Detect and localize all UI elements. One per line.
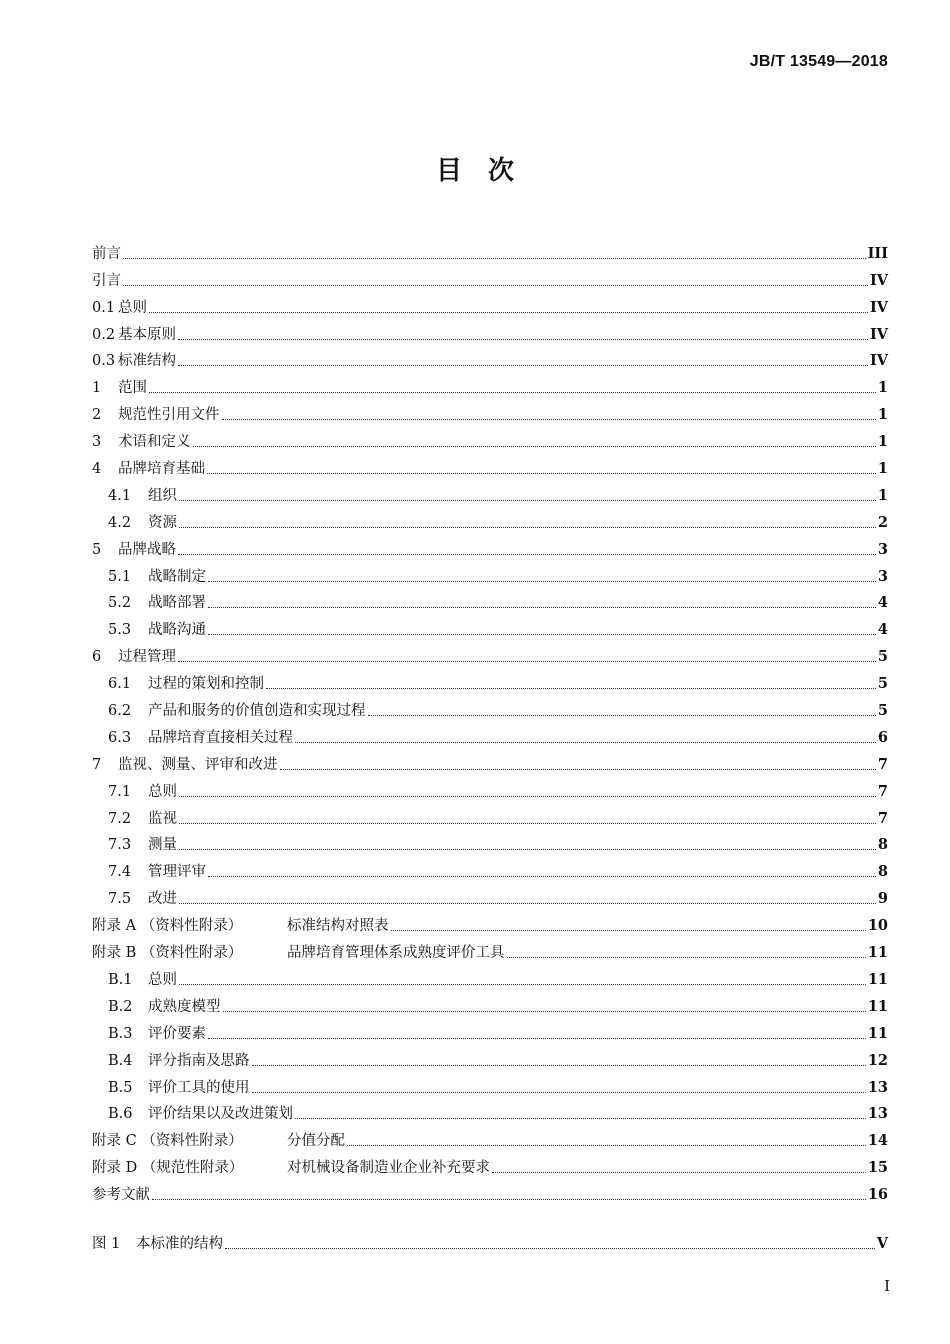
toc-leader-dots (252, 1065, 866, 1066)
toc-entry-label: 监视 (148, 810, 177, 827)
toc-leader-dots (179, 527, 876, 528)
toc-entry-page: 8 (877, 863, 888, 881)
toc-entry[interactable] (92, 263, 888, 290)
toc-entry-number: 0.2 (92, 326, 116, 343)
toc-entry[interactable] (92, 424, 888, 451)
toc-entry-page: 14 (867, 1132, 888, 1150)
toc-entry[interactable] (92, 639, 888, 666)
toc-leader-dots (222, 419, 876, 420)
toc-entry-number: 2 (92, 407, 102, 424)
toc-entry-number: 7.5 (108, 891, 132, 908)
toc-entry-page: 13 (867, 1078, 888, 1096)
toc-entry-label: 过程管理 (118, 649, 176, 666)
toc-entry-page: 5 (877, 648, 888, 666)
toc-entry-page: 11 (867, 1024, 888, 1042)
toc-entry-number: 7.2 (108, 810, 132, 827)
toc-leader-dots (152, 1199, 866, 1200)
toc-entry[interactable] (92, 854, 888, 881)
toc-entry-label: 评价结果以及改进策划 (148, 1106, 293, 1123)
toc-entry[interactable] (92, 1177, 888, 1204)
toc-entry-label: 标准结构 (118, 353, 176, 370)
toc-entry-label: 标准结构对照表 (287, 918, 389, 935)
toc-leader-dots (208, 634, 876, 635)
toc-leader-dots (347, 1145, 866, 1146)
toc-entry-label: 术语和定义 (118, 434, 191, 451)
toc-entry-number: 7.1 (108, 783, 132, 800)
toc-entry-number: 0.3 (92, 353, 116, 370)
toc-entry-label: 组织 (148, 487, 177, 504)
toc-leader-dots (225, 1248, 875, 1249)
toc-leader-dots (179, 823, 876, 824)
toc-entry-label: 成熟度模型 (148, 998, 221, 1015)
toc-entry-number: 6.1 (108, 676, 132, 693)
toc-entry-label: 战略制定 (148, 568, 206, 585)
toc-entry[interactable] (92, 1097, 888, 1124)
toc-entry-label: 测量 (148, 837, 177, 854)
toc-entry-label: 参考文献 (92, 1187, 150, 1204)
toc-entry-page: 12 (867, 1051, 888, 1069)
toc-entry-label: 总则 (118, 299, 147, 316)
toc-leader-dots (208, 581, 876, 582)
toc-entry-label: 监视、测量、评审和改进 (118, 756, 278, 773)
toc-leader-dots (492, 1172, 866, 1173)
toc-entry[interactable] (92, 935, 888, 962)
toc-entry-number: B.5 (108, 1079, 133, 1096)
toc-entry-number: B.4 (108, 1052, 133, 1069)
toc-entry[interactable] (92, 828, 888, 855)
toc-entry[interactable] (92, 774, 888, 801)
toc-leader-dots (208, 1038, 866, 1039)
toc-entry[interactable] (92, 1016, 888, 1043)
toc-entry-number: 1 (92, 380, 102, 397)
toc-entry-page: IV (869, 325, 888, 343)
toc-entry[interactable] (92, 344, 888, 371)
toc-entry-label: 总则 (148, 971, 177, 988)
toc-entry-label: 总则 (148, 783, 177, 800)
standard-number: JB/T 13549—2018 (749, 53, 888, 70)
toc-entry-label: 产品和服务的价值创造和实现过程 (148, 703, 366, 720)
toc-entry-number: 0.1 (92, 299, 116, 316)
toc-leader-dots (507, 957, 866, 958)
toc-leader-dots (207, 473, 876, 474)
figure-entry-page: V (876, 1234, 888, 1252)
toc-entry-page: 11 (867, 970, 888, 988)
toc-entry-label: 管理评审 (148, 864, 206, 881)
toc-entry-number: 4 (92, 461, 102, 478)
toc-entry-number: 7 (92, 756, 102, 773)
toc-entry[interactable] (92, 236, 888, 263)
toc-entry-page: 7 (877, 782, 888, 800)
toc-entry[interactable] (92, 1123, 888, 1150)
toc-leader-dots (179, 796, 876, 797)
toc-entry[interactable] (92, 1150, 888, 1177)
toc-entry[interactable] (92, 397, 888, 424)
toc-entry-label: 分值分配 (287, 1133, 345, 1150)
toc-entry-label: 引言 (92, 272, 121, 289)
toc-entry-number: 4.2 (108, 514, 132, 531)
toc-entry[interactable] (92, 747, 888, 774)
figure-entry-label: 本标准的结构 (136, 1235, 223, 1252)
toc-entry-page: 5 (877, 675, 888, 693)
toc-entry[interactable] (92, 478, 888, 505)
toc-entry-page: IV (869, 352, 888, 370)
toc-leader-dots (280, 769, 876, 770)
toc-leader-dots (179, 984, 866, 985)
toc-leader-dots (179, 849, 876, 850)
toc-entry-label: 战略沟通 (148, 622, 206, 639)
toc-leader-dots (193, 446, 876, 447)
toc-entry-number: 5 (92, 541, 102, 558)
toc-leader-dots (208, 876, 876, 877)
toc-annex-label: 附录 A （资料性附录） (92, 918, 243, 935)
toc-leader-dots (123, 258, 866, 259)
toc-entry-number: B.3 (108, 1025, 133, 1042)
toc-entry-page: 1 (877, 406, 888, 424)
toc-entry[interactable] (92, 881, 888, 908)
toc-entry-label: 战略部署 (148, 595, 206, 612)
toc-annex-label: 附录 B （资料性附录） (92, 945, 243, 962)
toc-entry-number: B.2 (108, 998, 133, 1015)
toc-entry-label: 评价工具的使用 (148, 1079, 250, 1096)
toc-entry-number: 6.2 (108, 703, 132, 720)
toc-leader-dots (295, 1118, 866, 1119)
toc-entry-page: 4 (877, 621, 888, 639)
toc-entry-page: 1 (877, 379, 888, 397)
toc-entry-label: 范围 (118, 380, 147, 397)
toc-entry[interactable] (92, 666, 888, 693)
toc-entry-page: IV (869, 298, 888, 316)
toc-entry-number: 4.1 (108, 487, 132, 504)
toc-entry-page: 7 (877, 809, 888, 827)
toc-leader-dots (368, 715, 876, 716)
toc-entry-label: 品牌培育管理体系成熟度评价工具 (287, 945, 505, 962)
toc-leader-dots (149, 312, 868, 313)
toc-entry-page: 15 (867, 1159, 888, 1177)
figure-entry-num: 图 1 (92, 1235, 121, 1252)
toc-leader-dots (123, 285, 868, 286)
toc-entry[interactable] (92, 1070, 888, 1097)
toc-leader-dots (179, 500, 876, 501)
toc-entry-number: B.6 (108, 1106, 133, 1123)
toc-entry[interactable] (92, 989, 888, 1016)
toc-entry[interactable] (92, 505, 888, 532)
figure-list (92, 1226, 888, 1253)
toc-annex-label: 附录 D （规范性附录） (92, 1160, 244, 1177)
toc-entry-number: 5.3 (108, 622, 132, 639)
toc-entry-page: 1 (877, 460, 888, 478)
figure-entry[interactable] (92, 1226, 888, 1253)
toc-leader-dots (178, 661, 876, 662)
toc-entry[interactable] (92, 370, 888, 397)
page-title: 目 次 (435, 156, 514, 186)
page-number: I (884, 1277, 890, 1295)
toc-entry-page: 6 (877, 728, 888, 746)
toc-leader-dots (179, 903, 876, 904)
toc-entry-label: 品牌战略 (118, 541, 176, 558)
toc-entry[interactable] (92, 720, 888, 747)
toc-entry-page: 16 (867, 1186, 888, 1204)
toc-entry[interactable] (92, 962, 888, 989)
toc-leader-dots (178, 365, 868, 366)
toc-entry-page: 10 (867, 917, 888, 935)
toc-entry-label: 基本原则 (118, 326, 176, 343)
toc-leader-dots (391, 930, 866, 931)
toc-entry[interactable] (92, 801, 888, 828)
toc-entry-page: 8 (877, 836, 888, 854)
toc-entry-label: 品牌培育直接相关过程 (148, 729, 293, 746)
toc-entry-page: 3 (877, 540, 888, 558)
toc-entry[interactable] (92, 1043, 888, 1070)
toc-leader-dots (149, 392, 876, 393)
toc-leader-dots (295, 742, 876, 743)
toc-entry[interactable] (92, 451, 888, 478)
toc-entry-label: 过程的策划和控制 (148, 676, 264, 693)
toc-entry-page: 11 (867, 944, 888, 962)
toc-entry[interactable] (92, 586, 888, 613)
toc-entry-page: 2 (877, 513, 888, 531)
toc-entry[interactable] (92, 559, 888, 586)
toc-leader-dots (266, 688, 876, 689)
toc-entry-label: 规范性引用文件 (118, 407, 220, 424)
toc-entry-label: 品牌培育基础 (118, 461, 205, 478)
toc-entry-page: 1 (877, 486, 888, 504)
toc-entry-label: 前言 (92, 245, 121, 262)
toc-entry-label: 评分指南及思路 (148, 1052, 250, 1069)
toc-leader-dots (208, 607, 876, 608)
toc-entry-number: 6 (92, 649, 102, 666)
toc-entry-page: 5 (877, 702, 888, 720)
toc-entry-page: 4 (877, 594, 888, 612)
toc-entry-label: 对机械设备制造业企业补充要求 (287, 1160, 490, 1177)
toc-leader-dots (252, 1092, 866, 1093)
table-of-contents (92, 236, 888, 1204)
toc-entry-page: 11 (867, 997, 888, 1015)
toc-entry-label: 评价要素 (148, 1025, 206, 1042)
toc-entry[interactable] (92, 532, 888, 559)
toc-entry-number: 7.4 (108, 864, 132, 881)
toc-entry-number: 6.3 (108, 729, 132, 746)
toc-entry-label: 资源 (148, 514, 177, 531)
toc-entry-page: 7 (877, 755, 888, 773)
toc-entry-page: 9 (877, 890, 888, 908)
toc-entry[interactable] (92, 612, 888, 639)
toc-entry-number: 5.2 (108, 595, 132, 612)
toc-entry-number: 3 (92, 434, 102, 451)
toc-leader-dots (178, 339, 868, 340)
toc-leader-dots (178, 554, 876, 555)
toc-entry-label: 改进 (148, 891, 177, 908)
toc-leader-dots (223, 1011, 866, 1012)
toc-entry[interactable] (92, 908, 888, 935)
toc-entry-page: IV (869, 271, 888, 289)
toc-entry-number: B.1 (108, 971, 133, 988)
toc-entry-page: III (867, 244, 888, 262)
toc-entry[interactable] (92, 317, 888, 344)
toc-entry-page: 1 (877, 433, 888, 451)
toc-entry-page: 3 (877, 567, 888, 585)
toc-entry[interactable] (92, 290, 888, 317)
toc-entry[interactable] (92, 693, 888, 720)
toc-entry-number: 7.3 (108, 837, 132, 854)
toc-annex-label: 附录 C （资料性附录） (92, 1133, 243, 1150)
toc-entry-page: 13 (867, 1105, 888, 1123)
toc-entry-number: 5.1 (108, 568, 132, 585)
